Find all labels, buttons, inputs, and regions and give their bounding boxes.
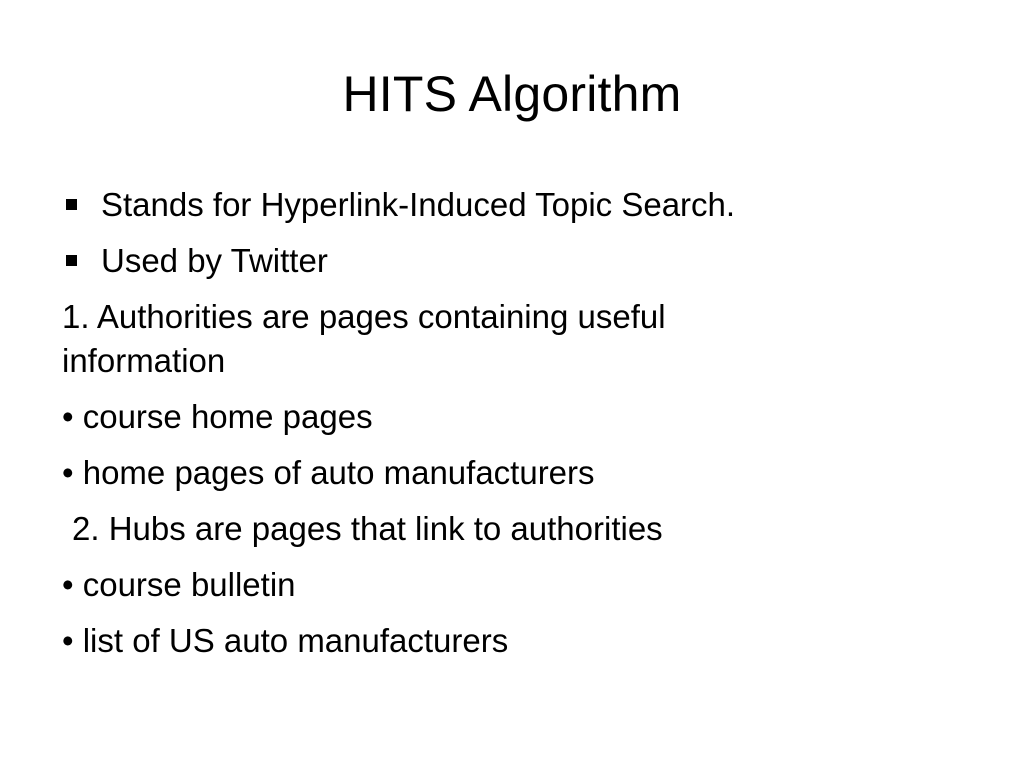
sub-item: • home pages of auto manufacturers [62, 454, 595, 491]
bullet-text: Stands for Hyperlink-Induced Topic Search. [101, 186, 736, 223]
slide-body [62, 183, 962, 675]
sub-item: • course home pages [62, 398, 373, 435]
square-bullet-icon [66, 199, 77, 210]
sub-item: • course bulletin [62, 566, 296, 603]
bullet-item [62, 239, 962, 283]
sub-item: • list of US auto manufacturers [62, 622, 509, 659]
bullet-text: Used by Twitter [101, 242, 328, 279]
numbered-item: 1. Authorities are pages containing useful information [62, 298, 666, 379]
square-bullet-icon [66, 255, 77, 266]
slide-title: HITS Algorithm [342, 66, 682, 122]
numbered-item: 2. Hubs are pages that link to authorities [72, 510, 663, 547]
bullet-item [62, 183, 962, 227]
